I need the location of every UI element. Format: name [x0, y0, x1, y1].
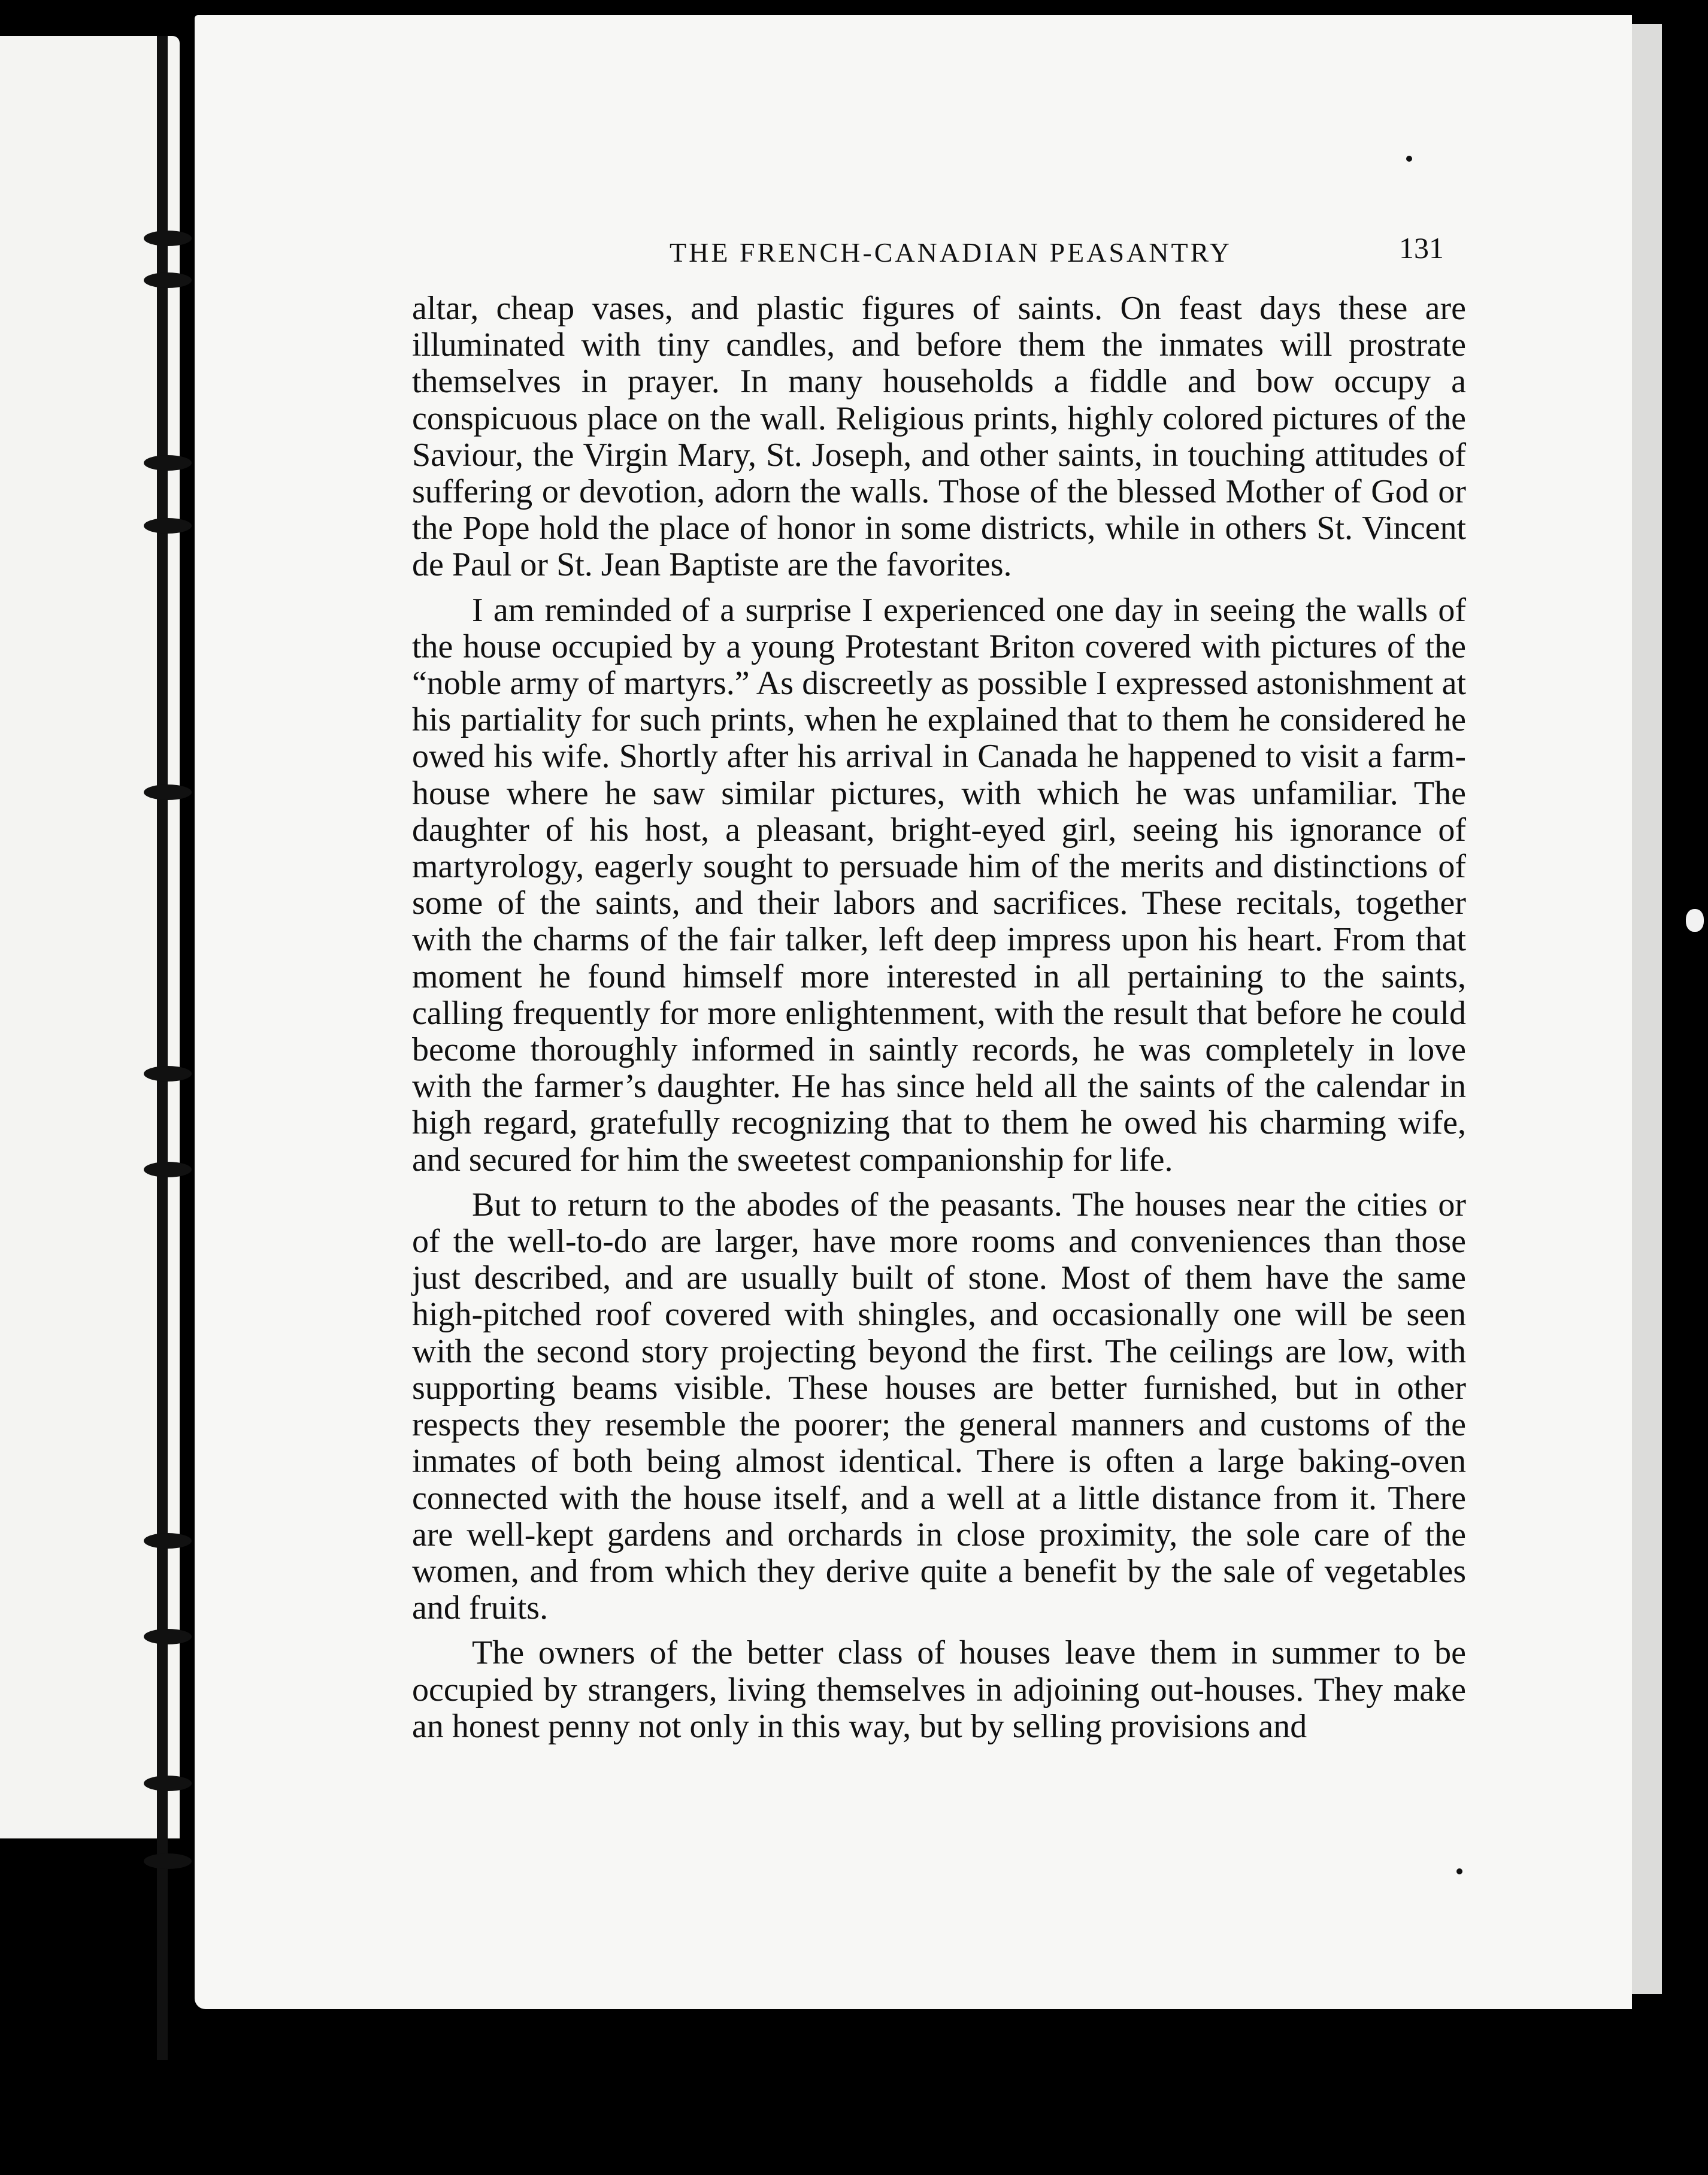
paragraph: But to return to the abodes of the peasants. The houses near the cities or of the well-to-do are larger, have more rooms and conveniences than those just described, and are usually built of stone. Most of them have the same high-pitched roof covered with shingles, and occasionally one will be seen with the second story projecting beyond the first. The ceilings are low, with supporting beams visible. These houses are better furnished, but in other respects they resemble the poorer; the general manners and customs of the inmates of both being almost identical. There is often a large baking-oven connected with the house itself, and a well at a little distance from it. There are well-kept gardens and orchards in close proximity, the sole care of the women, and from which they derive quite a benefit by the sale of vegetables and fruits.: [412, 1186, 1466, 1627]
binding-stitch: [144, 518, 192, 534]
binding-stitch: [144, 272, 192, 288]
binding-stitch: [144, 1162, 192, 1177]
binding-stitch: [144, 231, 192, 246]
paragraph: The owners of the better class of houses leave them in summer to be occupied by strangers, living themselves in adjoining out-houses. They make an honest penny not only in this way, but by selling provisions and: [412, 1634, 1466, 1745]
binding-stitch: [144, 784, 192, 800]
running-head: THE FRENCH-CANADIAN PEASANTRY: [670, 237, 1232, 268]
book-binding: [157, 36, 168, 2060]
page-stack-edge: [1629, 24, 1662, 1994]
binding-stitch: [144, 1776, 192, 1791]
binding-stitch: [144, 455, 192, 471]
body-text: [412, 290, 1466, 1753]
facing-page-edge: [0, 36, 180, 1838]
ink-speck: [1406, 156, 1412, 162]
binding-stitch: [144, 1533, 192, 1549]
paragraph: I am reminded of a surprise I experienced one day in seeing the walls of the house occupied by a young Protestant Briton covered with pictures of the “noble army of martyrs.” As discreetly as possible I expressed astonishment at his partiality for such prints, when he explained that to them he considered he owed his wife. Shortly after his arrival in Canada he happened to visit a farm-house where he saw similar pictures, with which he was unfamiliar. The daughter of his host, a pleasant, bright-eyed girl, seeing his ignorance of martyrology, eagerly sought to persuade him of the merits and distinctions of some of the saints, and their labors and sacrifices. These recitals, together with the charms of the fair talker, left deep impress upon his heart. From that moment he found himself more interested in all pertaining to the saints, calling frequently for more enlightenment, with the result that before he could become thoroughly informed in saintly records, he was completely in love with the farmer’s daughter. He has since held all the saints of the calendar in high regard, gratefully recognizing that to them he owed his charming wife, and secured for him the sweetest companionship for life.: [412, 591, 1466, 1179]
binding-stitch: [144, 1853, 192, 1869]
binding-stitch: [144, 1066, 192, 1082]
ink-speck: [1456, 1868, 1462, 1874]
binding-stitch: [144, 1629, 192, 1644]
margin-blot: [1686, 909, 1704, 932]
paragraph: altar, cheap vases, and plastic figures of saints. On feast days these are illuminated with tiny candles, and before them the inmates will prostrate themselves in prayer. In many households a fiddle and bow occupy a conspicuous place on the wall. Religious prints, highly colored pictures of the Saviour, the Virgin Mary, St. Joseph, and other saints, in touching attitudes of suffering or devotion, adorn the walls. Those of the blessed Mother of God or the Pope hold the place of honor in some districts, while in others St. Vincent de Paul or St. Jean Baptiste are the favorites.: [412, 290, 1466, 584]
page-number: 131: [1399, 231, 1444, 265]
